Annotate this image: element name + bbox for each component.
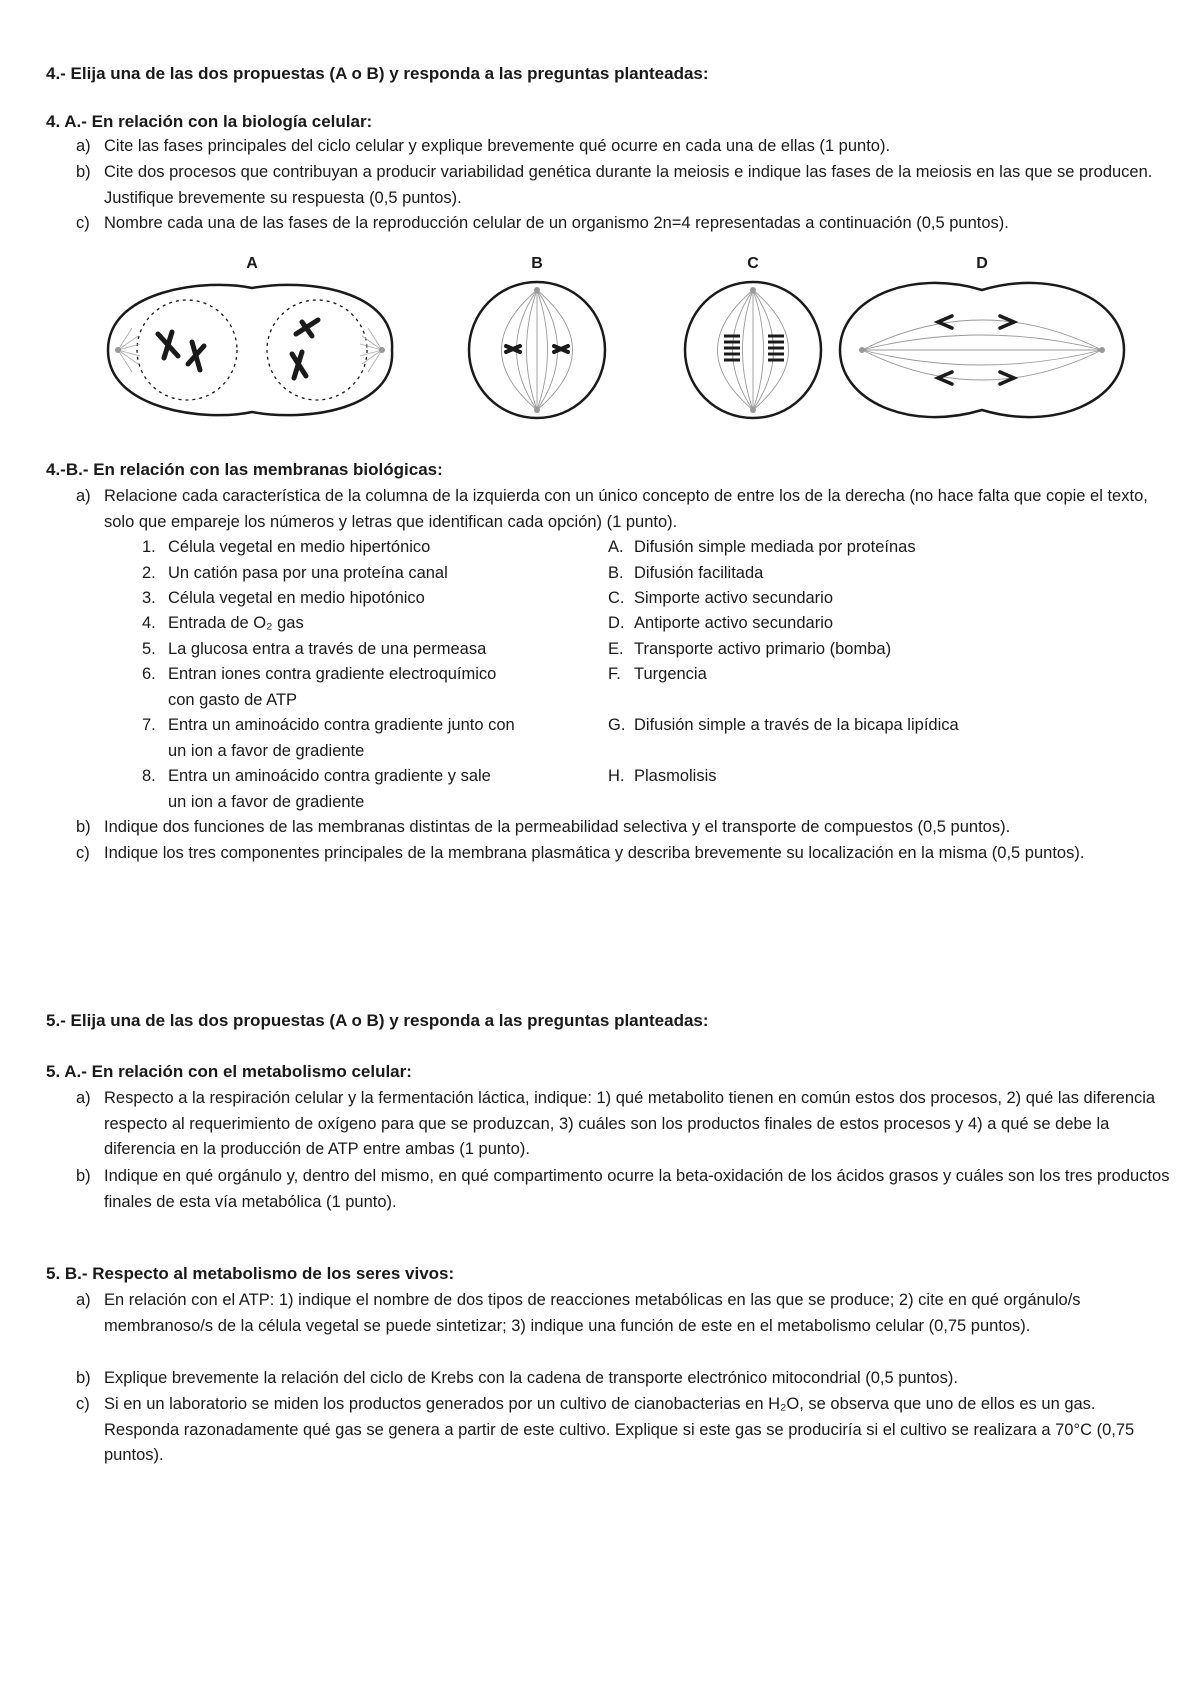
item-text: Transporte activo primario (bomba) bbox=[634, 640, 892, 658]
right-item-c bbox=[608, 586, 978, 612]
q5b-item-a bbox=[76, 1288, 1171, 1339]
q5a-heading: 5. A.- En relación con el metabolismo celular: bbox=[46, 1062, 412, 1081]
item-text: Indique dos funciones de las membranas distintas de la permeabilidad selectiva y el transporte de compuestos (0,5 puntos). bbox=[104, 818, 1011, 836]
item-number: 3. bbox=[142, 589, 156, 607]
q4-heading: 4.- Elija una de las dos propuestas (A o B) y responda a las preguntas planteadas: bbox=[46, 64, 709, 83]
item-number: 8. bbox=[142, 767, 156, 785]
item-text: Entra un aminoácido contra gradiente y sale un ion a favor de gradiente bbox=[168, 767, 491, 811]
q5a-item-b bbox=[76, 1164, 1171, 1215]
item-label: a) bbox=[76, 137, 91, 155]
figure-label-b: B bbox=[531, 255, 543, 272]
item-letter: H. bbox=[608, 767, 625, 785]
q5b-heading: 5. B.- Respecto al metabolismo de los seres vivos: bbox=[46, 1264, 455, 1283]
item-letter: D. bbox=[608, 614, 625, 632]
item-text: En relación con el ATP: 1) indique el nombre de dos tipos de reacciones metabólicas en las que se produce; 2) cite en qué orgánulo/s membranoso/s de la célula vegetal se puede sintetizar; 3) indique una función de este en el metabolismo celular (0,75 puntos). bbox=[104, 1291, 1081, 1335]
item-text: Entrada de O₂ gas bbox=[168, 614, 304, 632]
item-text: Difusión simple mediada por proteínas bbox=[634, 538, 916, 556]
item-text: Turgencia bbox=[634, 665, 707, 683]
item-label: b) bbox=[76, 818, 91, 836]
left-item-7 bbox=[142, 713, 522, 764]
left-item-3 bbox=[142, 586, 552, 612]
item-text: Entran iones contra gradiente electroquímico con gasto de ATP bbox=[168, 665, 497, 709]
q4b-item-c bbox=[76, 841, 1171, 867]
item-text: Simporte activo secundario bbox=[634, 589, 834, 607]
q5a-item-a bbox=[76, 1086, 1171, 1163]
item-label: a) bbox=[76, 1291, 91, 1309]
left-item-6 bbox=[142, 662, 502, 713]
figure-label-d: D bbox=[976, 255, 988, 272]
right-item-a bbox=[608, 535, 978, 561]
figure-label-a: A bbox=[246, 255, 258, 272]
item-text: Célula vegetal en medio hipertónico bbox=[168, 538, 431, 556]
item-letter: E. bbox=[608, 640, 624, 658]
cell-a bbox=[108, 285, 392, 415]
item-text: Célula vegetal en medio hipotónico bbox=[168, 589, 425, 607]
item-text: Cite dos procesos que contribuyan a producir variabilidad genética durante la meiosis e indique las fases de la meiosis en las que se producen. Justifique brevemente su respuesta (0,5 puntos). bbox=[104, 163, 1153, 207]
q5b-item-b bbox=[76, 1366, 1171, 1392]
item-number: 7. bbox=[142, 716, 156, 734]
item-text: Difusión facilitada bbox=[634, 564, 764, 582]
right-item-d bbox=[608, 611, 978, 637]
q4b-item-a bbox=[76, 484, 1171, 535]
figure-label-c: C bbox=[747, 255, 759, 272]
left-item-4 bbox=[142, 611, 552, 637]
item-text: Si en un laboratorio se miden los productos generados por un cultivo de cianobacterias en H₂O, se observa que uno de ellos es un gas. Responda razonadamente qué gas se genera a partir de este cultivo. Explique si este gas se produciría si el cultivo se realizara a 70°C (0,75 puntos). bbox=[104, 1395, 1135, 1464]
right-item-b bbox=[608, 561, 978, 587]
q4b-item-b bbox=[76, 815, 1171, 841]
q4a-item-c bbox=[76, 211, 1171, 237]
right-item-f bbox=[608, 662, 978, 688]
item-label: b) bbox=[76, 1369, 91, 1387]
item-number: 6. bbox=[142, 665, 156, 683]
item-text: Relacione cada característica de la columna de la izquierda con un único concepto de entre los de la derecha (no hace falta que copie el texto, solo que empareje los números y letras que identifican cada opción) (1 punto). bbox=[104, 487, 1148, 531]
item-letter: C. bbox=[608, 589, 625, 607]
left-item-1 bbox=[142, 535, 552, 561]
left-item-8 bbox=[142, 764, 502, 815]
right-item-g bbox=[608, 713, 968, 739]
left-item-2 bbox=[142, 561, 552, 587]
q4b-heading: 4.-B.- En relación con las membranas biológicas: bbox=[46, 460, 443, 479]
q4a-item-a bbox=[76, 134, 1171, 160]
item-label: b) bbox=[76, 1167, 91, 1185]
cell-d bbox=[840, 283, 1124, 417]
item-letter: A. bbox=[608, 538, 624, 556]
item-letter: F. bbox=[608, 665, 621, 683]
item-text: Plasmolisis bbox=[634, 767, 717, 785]
item-letter: B. bbox=[608, 564, 624, 582]
right-item-e bbox=[608, 637, 978, 663]
q4a-heading: 4. A.- En relación con la biología celular: bbox=[46, 112, 373, 131]
item-text: Explique brevemente la relación del ciclo de Krebs con la cadena de transporte electrónico mitocondrial (0,5 puntos). bbox=[104, 1369, 958, 1387]
item-text: Antiporte activo secundario bbox=[634, 614, 834, 632]
item-text: Indique los tres componentes principales de la membrana plasmática y describa brevemente su localización en la misma (0,5 puntos). bbox=[104, 844, 1085, 862]
item-number: 1. bbox=[142, 538, 156, 556]
item-text: Respecto a la respiración celular y la fermentación láctica, indique: 1) qué metabolito tienen en común estos dos procesos, 2) qué las diferencia respecto al requerimiento de oxígeno para que se produzcan, 3) cuáles son los productos finales de estos procesos y 4) a qué se debe la diferencia en la producción de ATP entre ambas (1 punto). bbox=[104, 1089, 1156, 1158]
item-label: a) bbox=[76, 487, 91, 505]
item-text: Entra un aminoácido contra gradiente junto con un ion a favor de gradiente bbox=[168, 716, 515, 760]
q4a-item-b bbox=[76, 160, 1171, 211]
item-text: Difusión simple a través de la bicapa lipídica bbox=[634, 716, 959, 734]
item-label: c) bbox=[76, 844, 90, 862]
item-number: 4. bbox=[142, 614, 156, 632]
left-item-5 bbox=[142, 637, 552, 663]
cell-division-figure bbox=[96, 250, 1126, 450]
q5b-item-c bbox=[76, 1392, 1171, 1469]
item-label: b) bbox=[76, 163, 91, 181]
cell-b bbox=[469, 282, 605, 418]
item-text: Indique en qué orgánulo y, dentro del mismo, en qué compartimento ocurre la beta-oxidación de los ácidos grasos y cuáles son los tres productos finales de esta vía metabólica (1 punto). bbox=[104, 1167, 1170, 1211]
item-number: 5. bbox=[142, 640, 156, 658]
item-label: a) bbox=[76, 1089, 91, 1107]
item-text: Cite las fases principales del ciclo celular y explique brevemente qué ocurre en cada una de ellas (1 punto). bbox=[104, 137, 891, 155]
item-text: Nombre cada una de las fases de la reproducción celular de un organismo 2n=4 representadas a continuación (0,5 puntos). bbox=[104, 214, 1009, 232]
q5-heading: 5.- Elija una de las dos propuestas (A o B) y responda a las preguntas planteadas: bbox=[46, 1011, 709, 1030]
item-text: Un catión pasa por una proteína canal bbox=[168, 564, 448, 582]
item-letter: G. bbox=[608, 716, 626, 734]
right-item-h bbox=[608, 764, 978, 790]
item-number: 2. bbox=[142, 564, 156, 582]
item-text: La glucosa entra a través de una permeasa bbox=[168, 640, 487, 658]
cell-c bbox=[685, 282, 821, 418]
cell-division-svg bbox=[96, 250, 1126, 450]
item-label: c) bbox=[76, 1395, 90, 1413]
item-label: c) bbox=[76, 214, 90, 232]
